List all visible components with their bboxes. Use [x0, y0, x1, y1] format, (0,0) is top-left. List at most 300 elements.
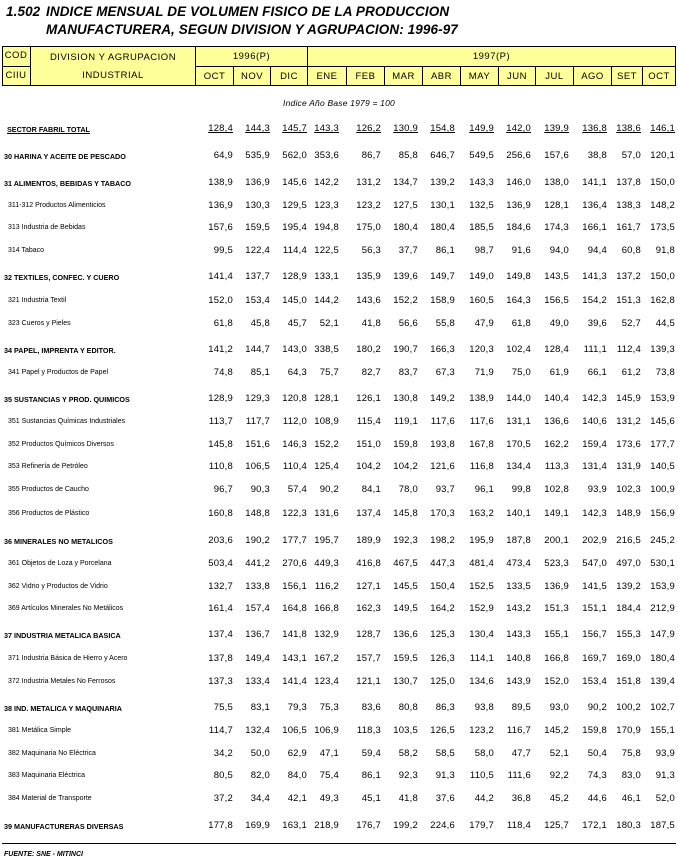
- table-cell: 114,4: [282, 245, 307, 256]
- table-cell: 152,2: [393, 295, 418, 306]
- table-cell: 41,8: [398, 793, 418, 804]
- table-cell: 151,1: [582, 603, 607, 614]
- table-cell: 100,9: [650, 484, 675, 495]
- table-cell: 145,5: [393, 581, 418, 592]
- table-cell: 117,7: [245, 416, 270, 427]
- table-row: [0, 245, 678, 263]
- table-cell: 44,2: [474, 793, 494, 804]
- month-header: SET: [617, 71, 637, 82]
- table-cell: 116,7: [506, 725, 531, 736]
- table-cell: 126,1: [356, 393, 381, 404]
- table-cell: 170,5: [506, 439, 531, 450]
- table-cell: 549,5: [469, 150, 494, 161]
- table-cell: 416,8: [356, 558, 381, 569]
- table-cell: 117,6: [430, 416, 455, 427]
- table-cell: 150,0: [650, 177, 675, 188]
- table-cell: 202,9: [582, 535, 607, 546]
- table-cell: 85,1: [250, 367, 270, 378]
- table-cell: 185,5: [469, 222, 494, 233]
- month-header: JUL: [545, 71, 564, 82]
- table-cell: 143,3: [506, 629, 531, 640]
- table-cell: 138,9: [469, 393, 494, 404]
- month-header: NOV: [240, 71, 264, 82]
- table-cell: 151,3: [544, 603, 569, 614]
- table-cell: 156,5: [544, 295, 569, 306]
- header-year-1997: 1997(P): [472, 51, 511, 62]
- table-row: [0, 581, 678, 599]
- table-cell: 102,4: [506, 344, 531, 355]
- table-cell: 93,7: [435, 484, 455, 495]
- table-cell: 75,3: [319, 702, 339, 713]
- table-cell: 166,8: [314, 603, 339, 614]
- table-cell: 180,3: [616, 820, 641, 831]
- source-note: FUENTE: SNE - MITINCI: [4, 851, 83, 858]
- row-label: 36 MINERALES NO METALICOS: [4, 537, 113, 546]
- table-cell: 170,3: [430, 508, 455, 519]
- table-cell: 190,2: [245, 535, 270, 546]
- table-cell: 129,3: [245, 393, 270, 404]
- table-number: 1.502: [6, 4, 41, 19]
- row-label: 351 Sustancias Químicas Industriales: [8, 418, 126, 425]
- table-cell: 55,8: [435, 318, 455, 329]
- table-cell: 103,5: [393, 725, 418, 736]
- table-cell: 123,4: [314, 676, 339, 687]
- table-cell: 118,4: [506, 820, 531, 831]
- row-label: 355 Productos de Caucho: [8, 486, 89, 493]
- table-row: [0, 535, 678, 553]
- table-cell: 152,2: [314, 439, 339, 450]
- table-cell: 73,8: [655, 367, 675, 378]
- table-cell: 141,2: [208, 344, 233, 355]
- table-cell: 52,1: [549, 748, 569, 759]
- table-cell: 37,7: [398, 245, 418, 256]
- table-cell: 149,9: [469, 123, 494, 134]
- table-cell: 61,2: [621, 367, 641, 378]
- table-cell: 139,3: [650, 344, 675, 355]
- table-cell: 125,7: [544, 820, 569, 831]
- table-cell: 133,4: [245, 676, 270, 687]
- table-cell: 82,7: [361, 367, 381, 378]
- month-header: ABR: [430, 71, 453, 82]
- table-cell: 131,4: [582, 461, 607, 472]
- row-label: SECTOR FABRIL TOTAL: [7, 125, 90, 134]
- table-cell: 146,3: [282, 439, 307, 450]
- table-cell: 169,9: [245, 820, 270, 831]
- table-cell: 131,2: [616, 416, 641, 427]
- table-cell: 157,7: [356, 653, 381, 664]
- table-cell: 147,9: [650, 629, 675, 640]
- table-cell: 91,6: [511, 245, 531, 256]
- table-row: [0, 177, 678, 195]
- table-cell: 37,2: [213, 793, 233, 804]
- table-cell: 180,4: [650, 653, 675, 664]
- table-cell: 187,8: [506, 535, 531, 546]
- table-cell: 159,5: [245, 222, 270, 233]
- table-cell: 42,1: [287, 793, 307, 804]
- month-header: MAY: [468, 71, 491, 82]
- table-cell: 164,2: [430, 603, 455, 614]
- table-cell: 80,8: [398, 702, 418, 713]
- table-cell: 47,9: [474, 318, 494, 329]
- table-cell: 467,5: [393, 558, 418, 569]
- table-cell: 189,9: [356, 535, 381, 546]
- table-cell: 104,2: [393, 461, 418, 472]
- table-cell: 169,7: [582, 653, 607, 664]
- table-cell: 80,5: [213, 770, 233, 781]
- table-cell: 138,9: [208, 177, 233, 188]
- table-row: [0, 367, 678, 385]
- table-cell: 99,8: [511, 484, 531, 495]
- table-cell: 146,0: [506, 177, 531, 188]
- table-cell: 130,4: [469, 629, 494, 640]
- table-cell: 150,4: [430, 581, 455, 592]
- table-cell: 121,6: [430, 461, 455, 472]
- table-cell: 143,1: [282, 653, 307, 664]
- table-cell: 152,9: [469, 603, 494, 614]
- header-ciiu: CIIU: [5, 70, 27, 81]
- table-cell: 130,3: [245, 200, 270, 211]
- table-cell: 152,5: [469, 581, 494, 592]
- table-cell: 152,0: [208, 295, 233, 306]
- table-cell: 153,9: [650, 581, 675, 592]
- table-cell: 139,2: [616, 581, 641, 592]
- table-cell: 167,2: [314, 653, 339, 664]
- table-cell: 39,6: [587, 318, 607, 329]
- table-cell: 145,2: [544, 725, 569, 736]
- month-header: FEB: [355, 71, 376, 82]
- table-cell: 99,5: [213, 245, 233, 256]
- table-cell: 140,5: [650, 461, 675, 472]
- table-cell: 180,4: [393, 222, 418, 233]
- table-cell: 90,2: [587, 702, 607, 713]
- row-label: 372 Industria Metales No Ferrosos: [8, 678, 116, 685]
- table-cell: 199,2: [393, 820, 418, 831]
- table-cell: 162,8: [650, 295, 675, 306]
- table-cell: 86,1: [361, 770, 381, 781]
- table-cell: 137,4: [356, 508, 381, 519]
- table-cell: 195,4: [282, 222, 307, 233]
- table-cell: 86,1: [435, 245, 455, 256]
- table-cell: 149,4: [245, 653, 270, 664]
- table-cell: 151,0: [356, 439, 381, 450]
- table-cell: 57,0: [621, 150, 641, 161]
- table-cell: 149,8: [506, 271, 531, 282]
- table-cell: 137,8: [616, 177, 641, 188]
- table-cell: 143,2: [506, 603, 531, 614]
- table-cell: 57,4: [287, 484, 307, 495]
- table-cell: 56,6: [398, 318, 418, 329]
- table-cell: 140,8: [506, 653, 531, 664]
- table-cell: 156,9: [650, 508, 675, 519]
- table-cell: 159,4: [582, 439, 607, 450]
- table-cell: 96,1: [474, 484, 494, 495]
- table-cell: 128,4: [208, 123, 233, 134]
- table-cell: 134,4: [506, 461, 531, 472]
- table-cell: 114,7: [208, 725, 233, 736]
- row-label: 34 PAPEL, IMPRENTA Y EDITOR.: [4, 346, 116, 355]
- table-cell: 78,0: [398, 484, 418, 495]
- table-cell: 153,4: [245, 295, 270, 306]
- table-cell: 136,8: [582, 123, 607, 134]
- table-cell: 125,4: [314, 461, 339, 472]
- table-cell: 155,3: [616, 629, 641, 640]
- table-cell: 562,0: [282, 150, 307, 161]
- row-label: 321 Industria Textil: [8, 297, 67, 304]
- table-cell: 127,5: [393, 200, 418, 211]
- table-cell: 447,3: [430, 558, 455, 569]
- table-cell: 149,2: [430, 393, 455, 404]
- table-cell: 118,3: [356, 725, 381, 736]
- table-cell: 90,2: [319, 484, 339, 495]
- table-cell: 47,7: [511, 748, 531, 759]
- table-cell: 151,3: [616, 295, 641, 306]
- table-cell: 157,6: [208, 222, 233, 233]
- table-cell: 83,1: [250, 702, 270, 713]
- month-header: ENE: [316, 71, 338, 82]
- table-cell: 136,9: [245, 177, 270, 188]
- table-cell: 114,1: [469, 653, 494, 664]
- table-cell: 82,0: [250, 770, 270, 781]
- table-cell: 152,0: [544, 676, 569, 687]
- table-cell: 164,3: [506, 295, 531, 306]
- table-cell: 37,6: [435, 793, 455, 804]
- table-cell: 481,4: [469, 558, 494, 569]
- table-cell: 503,4: [208, 558, 233, 569]
- table-cell: 52,0: [655, 793, 675, 804]
- table-cell: 115,4: [356, 416, 381, 427]
- table-cell: 84,0: [287, 770, 307, 781]
- table-cell: 173,6: [616, 439, 641, 450]
- table-cell: 106,9: [314, 725, 339, 736]
- row-label: 314 Tabaco: [8, 247, 45, 254]
- table-cell: 45,1: [361, 793, 381, 804]
- table-row: [0, 558, 678, 576]
- table-cell: 145,7: [282, 123, 307, 134]
- table-cell: 136,9: [544, 581, 569, 592]
- table-row: [0, 222, 678, 240]
- row-label: 313 Industria de Bebidas: [8, 224, 86, 231]
- table-cell: 535,9: [245, 150, 270, 161]
- table-cell: 83,7: [398, 367, 418, 378]
- table-cell: 353,6: [314, 150, 339, 161]
- table-cell: 116,8: [469, 461, 494, 472]
- table-row: [0, 200, 678, 218]
- table-cell: 153,9: [650, 393, 675, 404]
- table-cell: 132,4: [245, 725, 270, 736]
- table-cell: 153,4: [582, 676, 607, 687]
- table-cell: 136,7: [245, 629, 270, 640]
- table-cell: 175,0: [356, 222, 381, 233]
- table-cell: 149,5: [393, 603, 418, 614]
- table-cell: 138,6: [616, 123, 641, 134]
- table-cell: 131,9: [616, 461, 641, 472]
- table-cell: 184,4: [616, 603, 641, 614]
- table-cell: 136,4: [582, 200, 607, 211]
- table-row: [0, 295, 678, 313]
- table-cell: 170,9: [616, 725, 641, 736]
- table-cell: 140,1: [506, 508, 531, 519]
- header-division-line-2: INDUSTRIAL: [82, 70, 144, 81]
- table-cell: 139,9: [544, 123, 569, 134]
- table-cell: 94,0: [549, 245, 569, 256]
- table-cell: 71,9: [474, 367, 494, 378]
- table-cell: 497,0: [616, 558, 641, 569]
- row-label: 37 INDUSTRIA METALICA BASICA: [4, 631, 121, 640]
- table-cell: 93,8: [474, 702, 494, 713]
- table-cell: 132,5: [469, 200, 494, 211]
- table-cell: 62,9: [287, 748, 307, 759]
- table-cell: 176,7: [356, 820, 381, 831]
- month-header: MAR: [392, 71, 415, 82]
- table-cell: 128,4: [544, 344, 569, 355]
- table-cell: 36,8: [511, 793, 531, 804]
- table-row: [0, 770, 678, 788]
- table-cell: 134,6: [469, 676, 494, 687]
- table-cell: 84,1: [361, 484, 381, 495]
- table-cell: 45,8: [250, 318, 270, 329]
- table-cell: 47,1: [319, 748, 339, 759]
- table-cell: 473,4: [506, 558, 531, 569]
- table-cell: 106,5: [245, 461, 270, 472]
- table-cell: 224,6: [430, 820, 455, 831]
- table-cell: 91,3: [655, 770, 675, 781]
- table-cell: 145,8: [208, 439, 233, 450]
- row-label: 30 HARINA Y ACEITE DE PESCADO: [4, 152, 126, 161]
- table-cell: 148,8: [245, 508, 270, 519]
- table-cell: 166,1: [582, 222, 607, 233]
- table-cell: 136,6: [544, 416, 569, 427]
- table-cell: 137,7: [245, 271, 270, 282]
- table-cell: 110,4: [282, 461, 307, 472]
- row-label: 384 Material de Transporte: [8, 795, 92, 802]
- table-cell: 156,1: [282, 581, 307, 592]
- bottom-rule: [2, 843, 676, 844]
- table-row: [0, 461, 678, 479]
- table-cell: 49,3: [319, 793, 339, 804]
- table-cell: 83,6: [361, 702, 381, 713]
- table-cell: 64,3: [287, 367, 307, 378]
- table-cell: 67,3: [435, 367, 455, 378]
- row-label: 369 Artículos Minerales No Metálicos: [8, 605, 124, 612]
- table-cell: 160,5: [469, 295, 494, 306]
- table-cell: 120,3: [469, 344, 494, 355]
- table-cell: 75,4: [319, 770, 339, 781]
- table-cell: 160,8: [208, 508, 233, 519]
- table-cell: 137,3: [208, 676, 233, 687]
- table-cell: 96,7: [213, 484, 233, 495]
- table-cell: 113,7: [208, 416, 233, 427]
- table-cell: 139,4: [650, 676, 675, 687]
- table-cell: 270,6: [282, 558, 307, 569]
- table-cell: 58,2: [398, 748, 418, 759]
- table-cell: 133,5: [506, 581, 531, 592]
- table-cell: 141,5: [582, 581, 607, 592]
- table-cell: 91,8: [655, 245, 675, 256]
- table-cell: 547,0: [582, 558, 607, 569]
- table-cell: 145,9: [616, 393, 641, 404]
- table-row: [0, 416, 678, 434]
- table-cell: 122,5: [314, 245, 339, 256]
- table-cell: 112,4: [616, 344, 641, 355]
- table-cell: 75,0: [511, 367, 531, 378]
- table-cell: 154,8: [430, 123, 455, 134]
- base-year-note: Indice Año Base 1979 = 100: [283, 98, 395, 108]
- table-header: [2, 46, 676, 86]
- table-cell: 58,0: [474, 748, 494, 759]
- row-label: 31 ALIMENTOS, BEBIDAS Y TABACO: [4, 179, 131, 188]
- table-cell: 45,2: [549, 793, 569, 804]
- table-cell: 139,2: [430, 177, 455, 188]
- table-cell: 141,4: [282, 676, 307, 687]
- table-cell: 119,1: [393, 416, 418, 427]
- table-cell: 102,8: [544, 484, 569, 495]
- table-cell: 216,5: [616, 535, 641, 546]
- table-cell: 138,3: [616, 200, 641, 211]
- table-cell: 184,6: [506, 222, 531, 233]
- table-cell: 155,1: [650, 725, 675, 736]
- table-cell: 44,6: [587, 793, 607, 804]
- table-cell: 135,9: [356, 271, 381, 282]
- table-cell: 125,3: [430, 629, 455, 640]
- month-header: AGO: [581, 71, 604, 82]
- table-cell: 195,9: [469, 535, 494, 546]
- table-cell: 110,8: [208, 461, 233, 472]
- table-cell: 146,1: [650, 123, 675, 134]
- table-cell: 194,8: [314, 222, 339, 233]
- table-cell: 256,6: [506, 150, 531, 161]
- table-cell: 646,7: [430, 150, 455, 161]
- table-cell: 131,6: [314, 508, 339, 519]
- table-cell: 46,1: [621, 793, 641, 804]
- table-cell: 145,6: [650, 416, 675, 427]
- table-cell: 138,0: [544, 177, 569, 188]
- table-row: [0, 725, 678, 743]
- table-row: [0, 271, 678, 289]
- table-cell: 61,9: [549, 367, 569, 378]
- table-cell: 66,1: [587, 367, 607, 378]
- table-cell: 120,8: [282, 393, 307, 404]
- table-row: [0, 793, 678, 811]
- table-cell: 145,8: [393, 508, 418, 519]
- table-cell: 58,5: [435, 748, 455, 759]
- table-cell: 155,1: [544, 629, 569, 640]
- table-row: [0, 820, 678, 838]
- table-cell: 83,0: [621, 770, 641, 781]
- table-cell: 52,7: [621, 318, 641, 329]
- table-cell: 128,1: [314, 393, 339, 404]
- title-line-1: INDICE MENSUAL DE VOLUMEN FISICO DE LA PRODUCCION: [46, 4, 450, 19]
- table-cell: 100,2: [616, 702, 641, 713]
- table-cell: 126,3: [430, 653, 455, 664]
- table-cell: 163,1: [282, 820, 307, 831]
- table-row: [0, 318, 678, 336]
- table-cell: 141,1: [582, 177, 607, 188]
- table-cell: 179,7: [469, 820, 494, 831]
- table-cell: 89,5: [511, 702, 531, 713]
- table-cell: 133,8: [245, 581, 270, 592]
- table-row: [0, 508, 678, 526]
- table-cell: 44,5: [655, 318, 675, 329]
- table-cell: 148,2: [650, 200, 675, 211]
- table-cell: 136,6: [393, 629, 418, 640]
- table-cell: 123,3: [314, 200, 339, 211]
- table-cell: 143,3: [469, 177, 494, 188]
- table-cell: 187,5: [650, 820, 675, 831]
- table-cell: 523,3: [544, 558, 569, 569]
- table-row: [0, 344, 678, 362]
- table-cell: 149,7: [430, 271, 455, 282]
- table-cell: 50,4: [587, 748, 607, 759]
